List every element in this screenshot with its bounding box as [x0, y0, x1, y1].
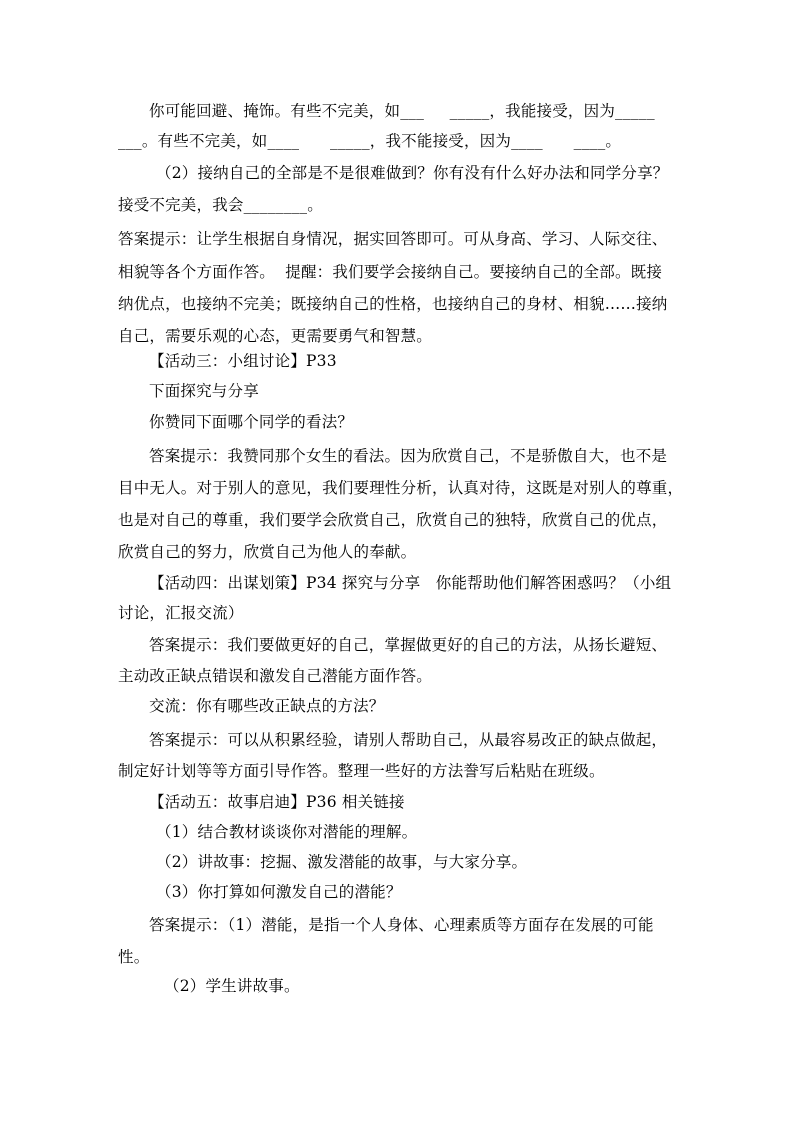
section-heading: 【活动四：出谋划策】P34 探究与分享 你能帮助他们解答困惑吗？（小组 — [149, 574, 672, 592]
text-line: 下面探究与分享 — [149, 382, 259, 400]
text-line: 答案提示：我赞同那个女生的看法。因为欣赏自己，不是骄傲自大，也不是 — [149, 447, 668, 465]
text-line: 答案提示：（1）潜能，是指一个人身体、心理素质等方面存在发展的可能 — [149, 916, 654, 934]
text-line: （2）学生讲故事。 — [164, 977, 300, 995]
text-line: 你可能回避、掩饰。有些不完美，如___ _____，我能接受，因为_____ — [149, 102, 655, 120]
section-heading: 【活动三：小组讨论】P33 — [149, 352, 337, 370]
text-line: 答案提示：我们要做更好的自己，掌握做更好的自己的方法，从扬长避短、 — [149, 636, 668, 654]
section-heading: 【活动五：故事启迪】P36 相关链接 — [149, 793, 405, 811]
text-line: 接受不完美，我会________。 — [118, 196, 323, 214]
text-line: 讨论，汇报交流） — [118, 604, 244, 622]
text-line: 性。 — [118, 948, 150, 966]
text-line: （2）接纳自己的全部是不是很难做到？你有没有什么好办法和同学分享？ — [156, 164, 669, 182]
text-line: 目中无人。对于别人的意见，我们要理性分析，认真对待，这既是对别人的尊重， — [118, 479, 684, 497]
text-line: 主动改正缺点错误和激发自己潜能方面作答。 — [118, 667, 433, 685]
text-line: 自己，需要乐观的心态，更需要勇气和智慧。 — [118, 327, 433, 345]
text-line: 交流：你有哪些改正缺点的方法？ — [149, 697, 385, 715]
text-line: 答案提示：让学生根据自身情况，据实回答即可。可从身高、学习、人际交往、 — [118, 230, 668, 248]
text-line: 相貌等各个方面作答。 提醒：我们要学会接纳自己。要接纳自己的全部。既接 — [118, 263, 663, 281]
text-line: 制定好计划等等方面引导作答。整理一些好的方法誊写后粘贴在班级。 — [118, 762, 605, 780]
list-item: （1）结合教材谈谈你对潜能的理解。 — [156, 823, 418, 841]
list-item: （2）讲故事：挖掘、激发潜能的故事，与大家分享。 — [156, 853, 528, 871]
text-line: 纳优点，也接纳不完美；既接纳自己的性格，也接纳自己的身材、相貌……接纳 — [118, 295, 668, 313]
list-item: （3）你打算如何激发自己的潜能？ — [156, 883, 402, 901]
text-line: 欣赏自己的努力，欣赏自己为他人的奉献。 — [118, 543, 417, 561]
text-line: 答案提示：可以从积累经验，请别人帮助自己，从最容易改正的缺点做起， — [149, 731, 668, 749]
text-line: 也是对自己的尊重，我们要学会欣赏自己，欣赏自己的独特，欣赏自己的优点， — [118, 511, 668, 529]
text-line: ___。有些不完美，如____ _____，我不能接受，因为____ ____。 — [118, 132, 622, 150]
text-line: 你赞同下面哪个同学的看法？ — [149, 413, 354, 431]
